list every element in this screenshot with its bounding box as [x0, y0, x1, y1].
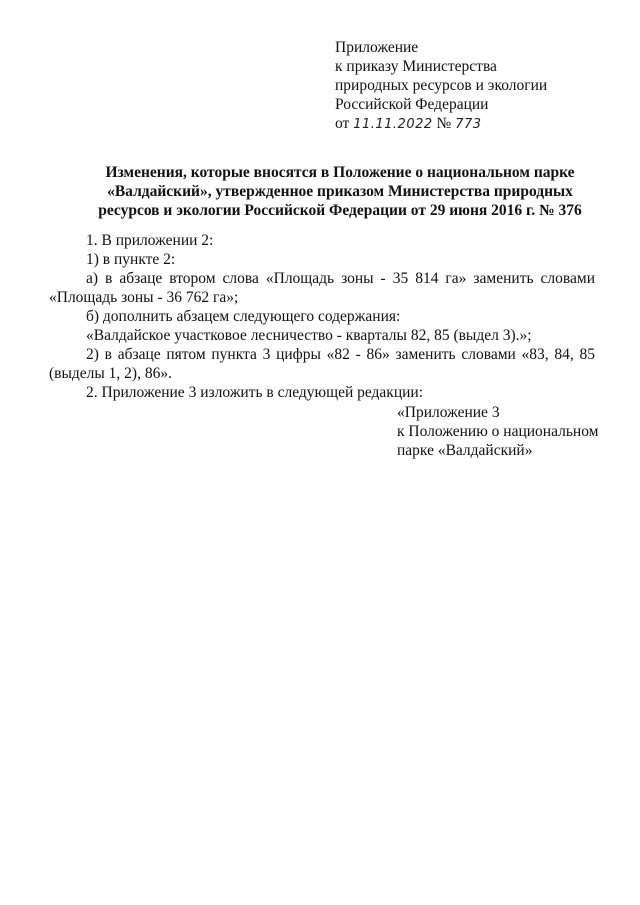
paragraph: «Валдайское участковое лесничество - кварталы 82, 85 (выдел 3).»;: [86, 327, 532, 344]
header-line: природных ресурсов и экологии: [335, 77, 548, 94]
paragraph: 2) в абзаце пятом пункта 3 цифры «82 - 86» заменить словами «83, 84, 85 (выделы 1, 2), 86».: [49, 346, 595, 382]
paragraph: 1. В приложении 2:: [86, 232, 214, 249]
handwritten-date: 11.11.2022: [353, 117, 433, 132]
sub-appendix-line: парке «Валдайский»: [397, 442, 533, 459]
document-title: [60, 163, 620, 220]
document-body: [49, 231, 595, 402]
sub-appendix-header: [397, 403, 599, 460]
header-line: Российской Федерации: [335, 96, 489, 113]
title-line: Изменения, которые вносятся в Положение о национальном парке: [105, 164, 575, 181]
order-date-line: [335, 114, 547, 134]
paragraph: б) дополнить абзацем следующего содержания:: [86, 308, 401, 325]
header-line: к приказу Министерства: [335, 58, 497, 75]
header-line: Приложение: [335, 39, 419, 56]
title-line: «Валдайский», утвержденное приказом Министерства природных: [107, 183, 573, 200]
title-line: ресурсов и экологии Российской Федерации от 29 июня 2016 г. № 376: [98, 202, 582, 219]
date-prefix: от: [335, 115, 350, 132]
handwritten-number: 773: [455, 117, 482, 132]
sub-appendix-line: «Приложение 3: [397, 404, 500, 421]
number-label: №: [436, 115, 452, 132]
paragraph: а) в абзаце втором слова «Площадь зоны - 35 814 га» заменить словами «Площадь зоны - 36 762 га»;: [49, 270, 595, 306]
paragraph: 2. Приложение 3 изложить в следующей редакции:: [86, 384, 424, 401]
sub-appendix-line: к Положению о национальном: [397, 423, 599, 440]
appendix-header: [335, 38, 547, 134]
paragraph: 1) в пункте 2:: [86, 251, 176, 268]
